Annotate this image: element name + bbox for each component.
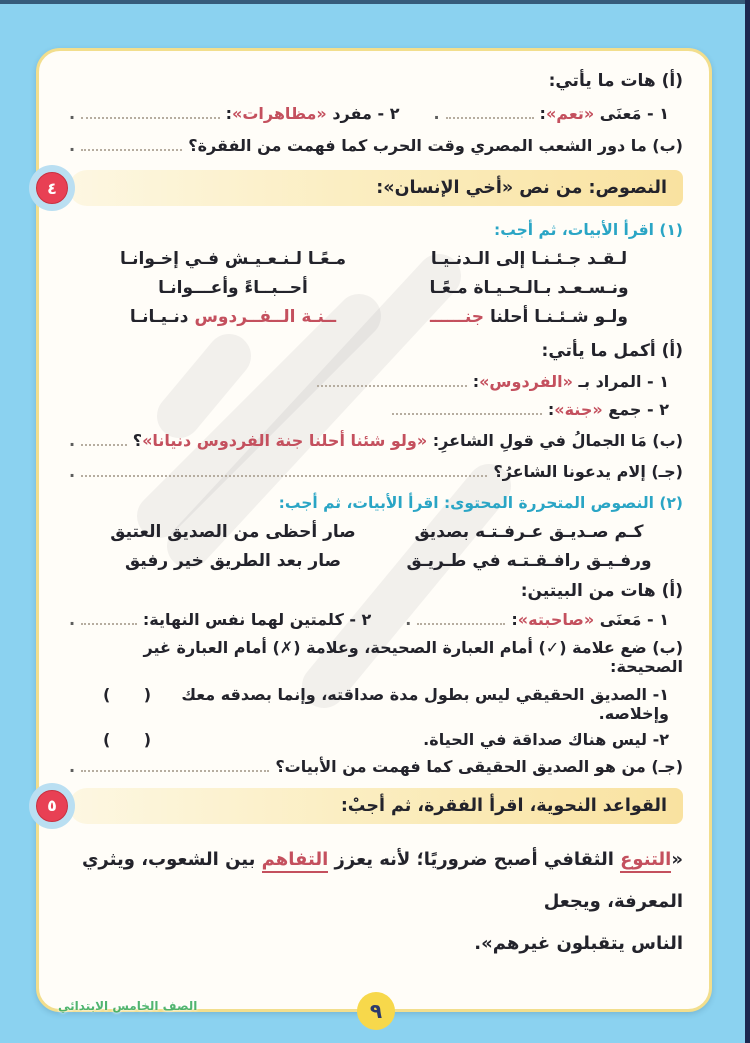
scan-top-edge bbox=[0, 0, 750, 4]
blank-end-dot: . bbox=[69, 610, 76, 630]
section-5-title: القواعد النحوية، اقرأ الفقرة، ثم أجبْ: bbox=[340, 795, 667, 816]
poem2-line2-left: صار بعد الطريق خير رفيق bbox=[124, 550, 342, 571]
underlined-word-altafahom: التفاهم bbox=[262, 849, 329, 873]
section-4-badge-ring bbox=[29, 165, 75, 211]
question-a-heading: (أ) هات ما يأتي: bbox=[548, 71, 683, 91]
poem-akhi-alinsan bbox=[107, 249, 655, 327]
grammar-paragraph-line1: «التنوع الثقافي أصبح ضروريًا؛ لأنه يعزز التفاهم بين الشعوب، ويثري المعرفة، ويجعل bbox=[81, 848, 683, 912]
answer-blank bbox=[81, 610, 137, 626]
truefalse-instruction-text: (ب) ضع علامة (✓) أمام العبارة الصحيحة، وعلامة (✗) أمام العبارة غير الصحيحة: bbox=[143, 638, 683, 677]
grammar-paragraph-line2: الناس يتقبلون غيرهم». bbox=[474, 932, 683, 954]
section-4-header bbox=[47, 170, 683, 206]
answer-blank bbox=[81, 756, 269, 772]
question-a-items-row bbox=[69, 103, 683, 123]
poem-friendship bbox=[107, 522, 655, 571]
complete-item-2-label: ٢ - جمع «جنة»: bbox=[547, 400, 669, 420]
truefalse-item-1 bbox=[69, 685, 683, 723]
item-1-keyword: «تعم» bbox=[545, 103, 595, 123]
item-1-label: ١ - مَعنَى «تعم»: bbox=[539, 103, 669, 123]
scan-right-edge bbox=[745, 0, 750, 1043]
beauty-question-quote: «ولو شئنا أحلنا جنة الفردوس دنيانا» bbox=[142, 430, 428, 450]
poem2-line1-right: كـم صـديـق عـرفـتـه بصديق bbox=[414, 521, 644, 542]
answer-blank bbox=[392, 400, 542, 416]
grade-footer-label: الصف الخامس الابتدائي bbox=[58, 999, 198, 1013]
truefalse-item-2 bbox=[69, 730, 683, 749]
answer-blank bbox=[446, 103, 534, 119]
truefalse-instruction-row bbox=[69, 638, 683, 676]
section-5-header bbox=[47, 788, 683, 824]
poem1-line3-left: ــنـة الــفــردوس دنـيـانـا bbox=[129, 307, 337, 328]
answer-blank bbox=[81, 430, 127, 446]
blank-end-dot: . bbox=[69, 430, 76, 450]
blank-end-dot: . bbox=[69, 756, 76, 776]
complete-heading: (أ) أكمل ما يأتي: bbox=[541, 341, 683, 362]
beauty-question-text: (ب) مَا الجمالُ في قولِ الشاعرِ: «ولو شئنا أحلنا جنة الفردوس دنيانا»؟ bbox=[132, 430, 683, 450]
blank-end-dot: . bbox=[69, 136, 76, 156]
truefalse-item-2-answer-parens: ( ) bbox=[103, 730, 152, 750]
poet-call-question-text: (جـ) إلام يدعونا الشاعرُ؟ bbox=[493, 461, 683, 481]
question-b-text: (ب) ما دور الشعب المصري وقت الحرب كما فهمت من الفقرة؟ bbox=[188, 136, 683, 156]
complete-item-1-keyword: «الفردوس» bbox=[479, 371, 573, 391]
complete-item-1-label: ١ - المراد بـ «الفردوس»: bbox=[472, 371, 669, 391]
item-2-label: ٢ - مفرد «مظاهرات»: bbox=[225, 103, 400, 123]
worksheet-card bbox=[36, 48, 712, 1012]
poem2-line1-left: صار أحظى من الصديق العتيق bbox=[110, 521, 356, 542]
section-5-number-badge: ٥ bbox=[36, 790, 68, 822]
section-4-number-badge: ٤ bbox=[36, 172, 68, 204]
worksheet-content bbox=[39, 51, 709, 1009]
blank-end-dot: . bbox=[69, 461, 76, 481]
answer-blank bbox=[417, 610, 505, 626]
beauty-question-row bbox=[69, 430, 683, 450]
true-friend-question-text: (جـ) من هو الصديق الحقيقى كما فهمت من الأبيات؟ bbox=[275, 756, 683, 776]
answer-blank bbox=[81, 103, 220, 119]
true-friend-question-row bbox=[69, 756, 683, 776]
extract-heading: (أ) هات من البيتين: bbox=[520, 580, 683, 601]
poem1-line3-right-red: جنــــــ bbox=[430, 307, 485, 328]
grammar-paragraph bbox=[69, 839, 683, 965]
poem1-line2-right: ونـسـعـد بـالـحـيـاة مـعًـا bbox=[429, 278, 629, 299]
section-4-sub2: (٢) النصوص المتحررة المحتوى: اقرأ الأبيات، ثم أجب: bbox=[278, 493, 683, 512]
extract-item-2-label: ٢ - كلمتين لهما نفس النهاية: bbox=[142, 610, 372, 630]
poet-call-question-row bbox=[69, 461, 683, 481]
poem1-line2-left: أحــبــاءً وأعـــوانـا bbox=[158, 278, 308, 299]
poem1-line1-right: لـقـد جـئـنـا إلى الـدنـيـا bbox=[430, 249, 628, 270]
poem2-line2-right: ورفـيـق رافـقـتـه في طـريـق bbox=[406, 550, 652, 571]
page-number: ٩ bbox=[369, 999, 383, 1023]
extract-items-row bbox=[69, 610, 683, 630]
complete-item-1 bbox=[69, 371, 683, 391]
section-4-title: النصوص: من نص «أخي الإنسان»: bbox=[376, 178, 667, 199]
blank-end-dot: . bbox=[433, 103, 440, 123]
underlined-word-altanawo: التنوع bbox=[620, 849, 671, 873]
answer-blank bbox=[81, 136, 182, 152]
section-5-badge-ring bbox=[29, 783, 75, 829]
poem1-line1-left: مـعًـا لـنـعـيـش فـي إخـوانـا bbox=[119, 249, 347, 270]
truefalse-item-2-text: ٢- ليس هناك صداقة في الحياة. bbox=[423, 730, 669, 750]
poem1-line3-left-red: ــنـة الــفــردوس bbox=[188, 307, 337, 328]
extract-item-1-label: ١ - مَعنَى «صاحبته»: bbox=[511, 610, 669, 630]
answer-blank bbox=[317, 371, 467, 387]
truefalse-item-1-answer-parens: ( ) bbox=[103, 685, 152, 705]
item-2-keyword: «مظاهرات» bbox=[231, 103, 327, 123]
poem1-line3-right: ولـو شـئـنـا أحلنا جنــــــ bbox=[430, 307, 628, 328]
complete-item-2-keyword: «جنة» bbox=[554, 400, 603, 420]
complete-item-2 bbox=[69, 400, 683, 420]
truefalse-item-1-text: ١- الصديق الحقيقي ليس بطول مدة صداقته، وإنما بصدقه معك وإخلاصه. bbox=[181, 685, 669, 724]
blank-end-dot: . bbox=[405, 610, 412, 630]
answer-blank bbox=[81, 461, 487, 477]
page-number-circle bbox=[357, 992, 395, 1030]
blank-end-dot: . bbox=[69, 103, 76, 123]
section-4-sub1: (١) اقرأ الأبيات، ثم أجب: bbox=[494, 221, 683, 240]
question-b-row bbox=[69, 136, 683, 156]
extract-item-1-keyword: «صاحبته» bbox=[517, 610, 595, 630]
